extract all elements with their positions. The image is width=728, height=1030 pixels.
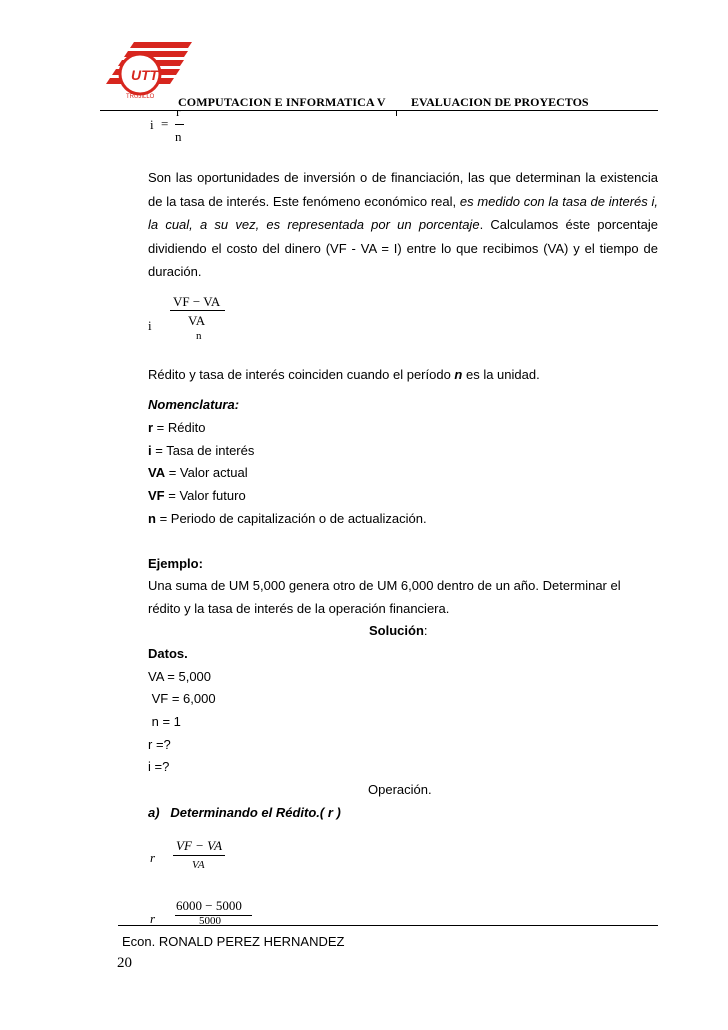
nomenclature-symbol: i bbox=[148, 443, 152, 458]
paragraph-text-end: . Calculamos éste porcentaje dividiendo el costo del dinero (VF - VA = I) entre lo que recibimos (VA) y el tiempo de duración. bbox=[148, 217, 658, 280]
paragraph-text: Son las oportunidades de inversión o de financiación, las que determinan la existencia de la tasa de interés. Este fenómeno económico real, bbox=[148, 170, 658, 209]
header-subject: EVALUACION DE PROYECTOS bbox=[411, 95, 589, 109]
nomenclature-desc: = Tasa de interés bbox=[151, 443, 255, 458]
nomenclature-item bbox=[148, 443, 254, 458]
note-text-end: es la unidad. bbox=[462, 367, 540, 382]
nomenclature-symbol: r bbox=[148, 420, 154, 435]
formula-lhs: i bbox=[148, 318, 152, 333]
data-item: n = 1 bbox=[148, 714, 181, 729]
nomenclature-symbol: n bbox=[148, 511, 156, 526]
solution-label bbox=[369, 623, 428, 638]
data-title: Datos. bbox=[148, 646, 188, 661]
note-symbol: n bbox=[454, 367, 463, 382]
formula-lhs: r bbox=[150, 911, 156, 926]
nomenclature-desc: = Rédito bbox=[153, 420, 206, 435]
formula-equals: = bbox=[161, 116, 169, 131]
note-text: Rédito y tasa de interés coinciden cuando el período bbox=[148, 367, 455, 382]
step-a-heading: a) Determinando el Rédito.( r ) bbox=[148, 805, 341, 820]
solution-text: Solución bbox=[369, 623, 424, 638]
data-item: VA = 5,000 bbox=[148, 669, 212, 684]
formula-denominator: VA bbox=[192, 859, 205, 871]
nomenclature-item bbox=[148, 465, 248, 480]
formula-numerator: VF − VA bbox=[173, 294, 221, 309]
header-rule bbox=[100, 110, 658, 111]
nomenclature-item bbox=[148, 420, 205, 435]
formula-denominator: n bbox=[175, 129, 182, 144]
nomenclature-item bbox=[148, 488, 246, 503]
solution-colon: : bbox=[423, 623, 428, 638]
nomenclature-desc: = Periodo de capitalización o de actualización. bbox=[155, 511, 427, 526]
intro-paragraph bbox=[148, 166, 658, 284]
footer-author: Econ. RONALD PEREZ HERNANDEZ bbox=[122, 934, 345, 949]
page-number: 20 bbox=[117, 955, 132, 971]
footer-rule bbox=[118, 925, 658, 926]
header-separator bbox=[396, 110, 397, 116]
svg-text:UTT: UTT bbox=[131, 67, 159, 83]
data-item: r =? bbox=[148, 737, 171, 752]
utt-trujillo-logo-icon bbox=[104, 40, 194, 102]
formula-lhs: i bbox=[150, 117, 154, 132]
nomenclature-desc: = Valor actual bbox=[165, 465, 248, 480]
redito-note bbox=[148, 367, 540, 382]
formula-numerator: r bbox=[176, 104, 181, 119]
formula-numerator: VF − VA bbox=[176, 838, 223, 853]
formula-lhs: r bbox=[150, 850, 156, 865]
formula-middle: VA bbox=[188, 313, 206, 328]
data-item: VF = 6,000 bbox=[148, 691, 216, 706]
nomenclature-item bbox=[148, 511, 427, 526]
example-line-2: rédito y la tasa de interés de la operación financiera. bbox=[148, 601, 450, 616]
nomenclature-symbol: VA bbox=[148, 465, 166, 480]
fraction-bar bbox=[175, 124, 184, 125]
header-course: COMPUTACION E INFORMATICA V bbox=[178, 95, 386, 109]
formula-denominator: n bbox=[196, 330, 202, 342]
formula-denominator: 5000 bbox=[199, 916, 221, 924]
svg-text:TRUJILLO: TRUJILLO bbox=[126, 94, 155, 100]
example-line-1: Una suma de UM 5,000 genera otro de UM 6,000 dentro de un año. Determinar el bbox=[148, 578, 621, 593]
operation-label: Operación. bbox=[368, 782, 432, 797]
data-item: i =? bbox=[148, 759, 170, 774]
fraction-bar bbox=[173, 855, 225, 856]
nomenclature-title: Nomenclatura: bbox=[148, 397, 240, 412]
nomenclature-desc: = Valor futuro bbox=[164, 488, 246, 503]
nomenclature-symbol: VF bbox=[148, 488, 165, 503]
example-title: Ejemplo: bbox=[148, 556, 203, 571]
formula-numerator: 6000 − 5000 bbox=[176, 898, 242, 913]
paragraph-emphasis: es medido con la tasa de interés i, la cual, a su vez, es representada por un porcentaje bbox=[148, 193, 658, 233]
fraction-bar bbox=[170, 310, 225, 311]
